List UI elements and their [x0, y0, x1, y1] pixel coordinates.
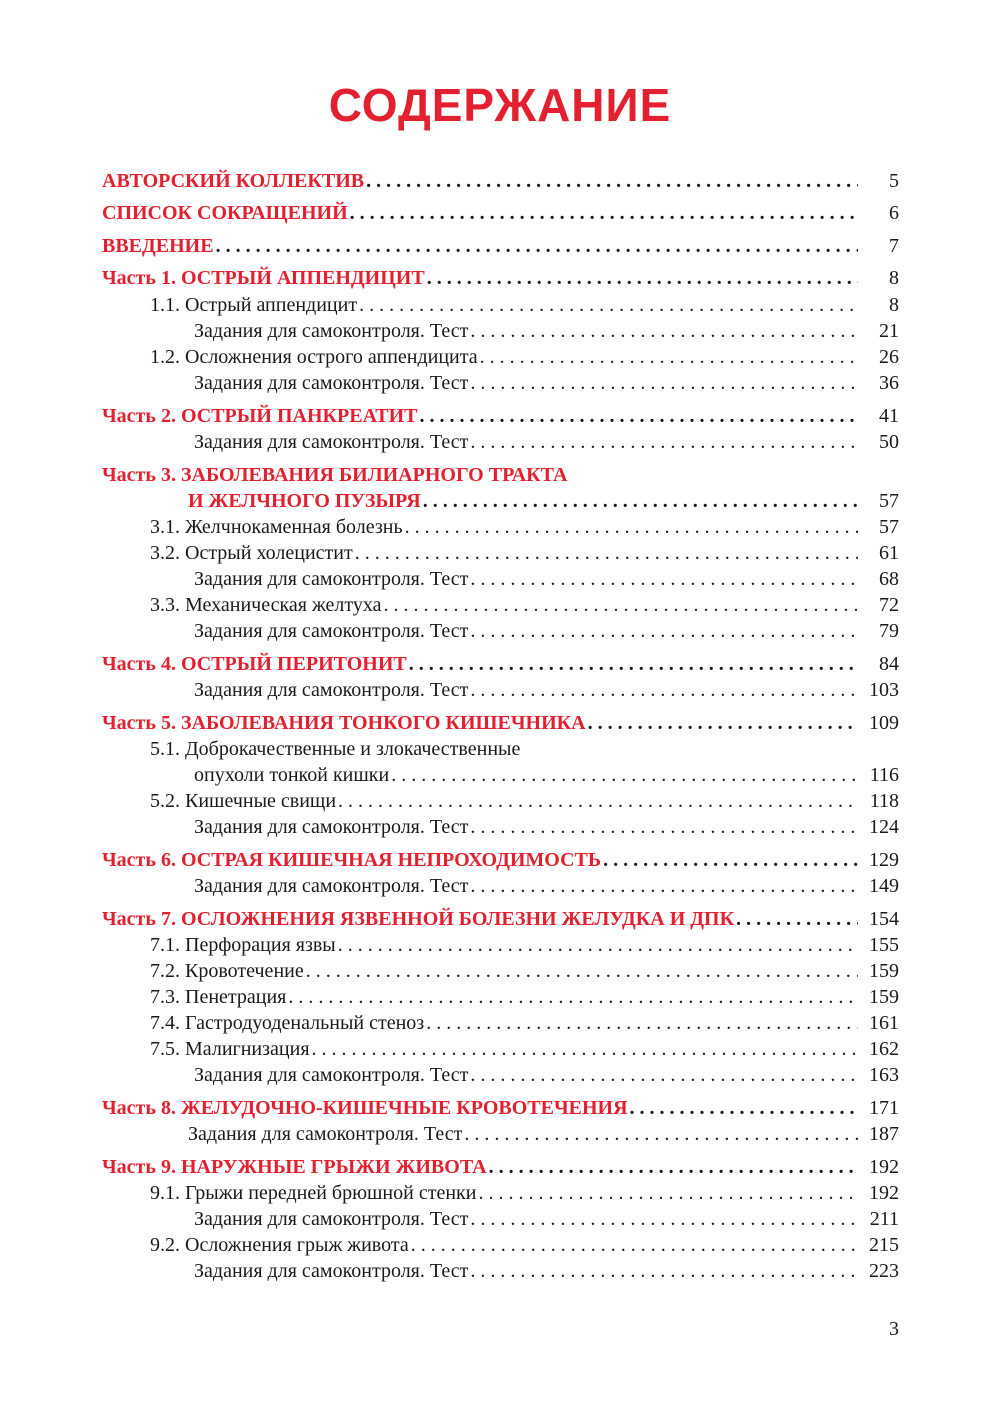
- toc-entry-label: ВВЕДЕНИЕ: [102, 235, 214, 257]
- toc-self-test[interactable]: [0, 429, 1000, 456]
- toc-page-number: 50: [879, 431, 899, 453]
- toc-part-number: Часть 4.: [102, 653, 176, 675]
- toc-section-7-5[interactable]: [0, 1036, 1000, 1063]
- toc-self-test[interactable]: [0, 370, 1000, 397]
- toc-page-number: 215: [869, 1234, 899, 1256]
- toc-entry-label: Кишечные свищи: [185, 790, 337, 812]
- toc-self-test[interactable]: [0, 873, 1000, 900]
- toc-entry-label: Задания для самоконтроля. Тест: [194, 1064, 469, 1086]
- page-number: 3: [889, 1318, 899, 1340]
- toc-entry-label: Задания для самоконтроля. Тест: [194, 620, 469, 642]
- toc-page-number: 118: [869, 790, 899, 812]
- toc-entry-label: Пенетрация: [185, 986, 287, 1008]
- page-title: СОДЕРЖАНИЕ: [328, 79, 672, 131]
- leader-dots: [470, 1206, 858, 1233]
- toc-part-number: Часть 8.: [102, 1097, 176, 1119]
- toc-page-number: 21: [879, 320, 899, 342]
- toc-page-number: 162: [869, 1038, 899, 1060]
- toc-section-1-2[interactable]: [0, 344, 1000, 371]
- leader-dots: [288, 984, 858, 1011]
- toc-entry-label: Задания для самоконтроля. Тест: [194, 679, 469, 701]
- toc-section-number: 3.3.: [150, 594, 180, 616]
- leader-dots: [470, 1258, 858, 1285]
- toc-part-3[interactable]: [0, 462, 1000, 489]
- leader-dots: [603, 847, 858, 874]
- toc-page-number: 159: [869, 986, 899, 1008]
- leader-dots: [478, 1180, 858, 1207]
- toc-section-3-3[interactable]: [0, 592, 1000, 619]
- toc-self-test[interactable]: [0, 814, 1000, 841]
- leader-dots: [355, 540, 858, 567]
- toc-entry-label-continuation: опухоли тонкой кишки: [194, 764, 390, 786]
- toc-part-4[interactable]: [0, 651, 1000, 678]
- toc-page-number: 154: [869, 908, 899, 930]
- toc-self-test[interactable]: [0, 1258, 1000, 1285]
- leader-dots: [470, 566, 858, 593]
- toc-entry-label: Задания для самоконтроля. Тест: [194, 372, 469, 394]
- toc-part-number: Часть 2.: [102, 405, 176, 427]
- toc-part-6[interactable]: [0, 847, 1000, 874]
- toc-section-5-2[interactable]: [0, 788, 1000, 815]
- toc-entry-label: Кровотечение: [185, 960, 304, 982]
- leader-dots: [312, 1036, 858, 1063]
- toc-section-7-4[interactable]: [0, 1010, 1000, 1037]
- toc-part-number: Часть 3.: [102, 464, 176, 486]
- toc-entry-label: Осложнения острого аппендицита: [185, 346, 478, 368]
- toc-self-test[interactable]: [0, 1062, 1000, 1089]
- toc-entry-label: Желчнокаменная болезнь: [185, 516, 403, 538]
- toc-page-number: 192: [869, 1182, 899, 1204]
- toc-entry-label: СПИСОК СОКРАЩЕНИЙ: [102, 202, 348, 224]
- leader-dots: [470, 677, 858, 704]
- toc-entry-label: Задания для самоконтроля. Тест: [194, 568, 469, 590]
- toc-entry-label: ОСТРЫЙ ПАНКРЕАТИТ: [180, 405, 418, 427]
- toc-page-number: 61: [879, 542, 899, 564]
- toc-self-test[interactable]: [0, 566, 1000, 593]
- toc-section-number: 7.4.: [150, 1012, 180, 1034]
- toc-page-number: 84: [879, 653, 899, 675]
- toc-section-9-2[interactable]: [0, 1232, 1000, 1259]
- toc-part-8[interactable]: [0, 1095, 1000, 1122]
- toc-section-7-1[interactable]: [0, 932, 1000, 959]
- toc-entry-label: Острый холецистит: [185, 542, 353, 564]
- toc-page-number: 57: [879, 490, 899, 512]
- leader-dots: [423, 488, 858, 515]
- toc-entry-label: Задания для самоконтроля. Тест: [194, 875, 469, 897]
- toc-section-7-3[interactable]: [0, 984, 1000, 1011]
- toc-entry-label: ОСЛОЖНЕНИЯ ЯЗВЕННОЙ БОЛЕЗНИ ЖЕЛУДКА И ДПК: [180, 908, 735, 930]
- toc-section-number: 3.2.: [150, 542, 180, 564]
- toc-page-number: 8: [889, 267, 899, 289]
- leader-dots: [426, 1010, 858, 1037]
- leader-dots: [338, 788, 858, 815]
- toc-section-1-1[interactable]: [0, 292, 1000, 319]
- toc-part-3-continuation[interactable]: [0, 488, 1000, 515]
- toc-entry-label: Осложнения грыж живота: [185, 1234, 409, 1256]
- toc-section-number: 3.1.: [150, 516, 180, 538]
- leader-dots: [366, 168, 858, 195]
- toc-entry-label: ЖЕЛУДОЧНО-КИШЕЧНЫЕ КРОВОТЕЧЕНИЯ: [180, 1097, 628, 1119]
- leader-dots: [411, 1232, 858, 1259]
- toc-page-number: 223: [869, 1260, 899, 1282]
- toc-page-number: 26: [879, 346, 899, 368]
- toc-section-number: 1.1.: [150, 294, 180, 316]
- leader-dots: [489, 1154, 858, 1181]
- toc-part-1[interactable]: [0, 265, 1000, 292]
- toc-entry-label: ОСТРЫЙ ПЕРИТОНИТ: [180, 653, 407, 675]
- leader-dots: [630, 1095, 858, 1122]
- toc-page-number: 129: [869, 849, 899, 871]
- leader-dots: [480, 344, 858, 371]
- toc-entry-label: ОСТРЫЙ АППЕНДИЦИТ: [180, 267, 425, 289]
- toc-part-5[interactable]: [0, 710, 1000, 737]
- toc-part-number: Часть 1.: [102, 267, 176, 289]
- leader-dots: [405, 514, 858, 541]
- toc-page-number: 5: [889, 170, 899, 192]
- toc-self-test[interactable]: [0, 1121, 1000, 1148]
- toc-part-number: Часть 9.: [102, 1156, 176, 1178]
- toc-part-number: Часть 7.: [102, 908, 176, 930]
- toc-entry-label: Задания для самоконтроля. Тест: [194, 1260, 469, 1282]
- leader-dots: [470, 873, 858, 900]
- toc-entry-introduction[interactable]: [0, 233, 1000, 260]
- toc-part-9[interactable]: [0, 1154, 1000, 1181]
- toc-page-number: 163: [869, 1064, 899, 1086]
- toc-entry-label: Задания для самоконтроля. Тест: [194, 320, 469, 342]
- toc-page-number: 192: [869, 1156, 899, 1178]
- toc-page-number: 211: [869, 1208, 899, 1230]
- toc-section-number: 9.2.: [150, 1234, 180, 1256]
- toc-entry-label: ОСТРАЯ КИШЕЧНАЯ НЕПРОХОДИМОСТЬ: [180, 849, 602, 871]
- toc-section-5-1[interactable]: [0, 736, 1000, 763]
- toc-section-3-1[interactable]: [0, 514, 1000, 541]
- toc-section-number: 5.1.: [150, 738, 180, 760]
- toc-section-9-1[interactable]: [0, 1180, 1000, 1207]
- toc-section-number: 1.2.: [150, 346, 180, 368]
- leader-dots: [470, 814, 858, 841]
- toc-page-number: 103: [869, 679, 899, 701]
- leader-dots: [470, 429, 858, 456]
- toc-part-number: Часть 6.: [102, 849, 176, 871]
- toc-entry-label: ЗАБОЛЕВАНИЯ БИЛИАРНОГО ТРАКТА: [180, 464, 568, 486]
- toc-entry-label: Перфорация язвы: [185, 934, 336, 956]
- toc-entry-label-continuation: И ЖЕЛЧНОГО ПУЗЫРЯ: [188, 490, 421, 512]
- toc-page-number: 6: [889, 202, 899, 224]
- toc-page-number: 161: [869, 1012, 899, 1034]
- toc-entry-label: НАРУЖНЫЕ ГРЫЖИ ЖИВОТА: [180, 1156, 487, 1178]
- toc-page-number: 57: [879, 516, 899, 538]
- leader-dots: [350, 200, 858, 227]
- toc-page-number: 36: [879, 372, 899, 394]
- toc-entry-label: Доброкачественные и злокачественные: [185, 738, 521, 760]
- leader-dots: [470, 618, 858, 645]
- toc-entry-authors[interactable]: [0, 168, 1000, 195]
- toc-section-number: 7.1.: [150, 934, 180, 956]
- toc-page-number: 7: [889, 235, 899, 257]
- leader-dots: [359, 292, 858, 319]
- toc-section-number: 7.2.: [150, 960, 180, 982]
- leader-dots: [420, 403, 858, 430]
- leader-dots: [306, 958, 858, 985]
- toc-self-test[interactable]: [0, 677, 1000, 704]
- toc-page-number: 171: [869, 1097, 899, 1119]
- toc-page-number: 124: [869, 816, 899, 838]
- toc-entry-label: Гастродуоденальный стеноз: [185, 1012, 425, 1034]
- toc-entry-label: Острый аппендицит: [185, 294, 358, 316]
- toc-entry-label: Механическая желтуха: [185, 594, 382, 616]
- toc-page-number: 159: [869, 960, 899, 982]
- leader-dots: [427, 265, 858, 292]
- toc-entry-label: Малигнизация: [185, 1038, 310, 1060]
- toc-section-number: 5.2.: [150, 790, 180, 812]
- toc-entry-label: Задания для самоконтроля. Тест: [194, 1208, 469, 1230]
- toc-self-test[interactable]: [0, 618, 1000, 645]
- toc-section-number: 7.3.: [150, 986, 180, 1008]
- toc-page-number: 68: [879, 568, 899, 590]
- toc-section-3-2[interactable]: [0, 540, 1000, 567]
- toc-self-test[interactable]: [0, 1206, 1000, 1233]
- leader-dots: [391, 762, 858, 789]
- leader-dots: [470, 318, 858, 345]
- leader-dots: [383, 592, 858, 619]
- toc-page-number: 41: [879, 405, 899, 427]
- toc-entry-label: Задания для самоконтроля. Тест: [194, 431, 469, 453]
- leader-dots: [736, 906, 858, 933]
- toc-section-7-2[interactable]: [0, 958, 1000, 985]
- toc-section-number: 7.5.: [150, 1038, 180, 1060]
- toc-page-number: 8: [889, 294, 899, 316]
- toc-section-number: 9.1.: [150, 1182, 180, 1204]
- toc-section-5-1-continuation[interactable]: [0, 762, 1000, 789]
- leader-dots: [588, 710, 858, 737]
- leader-dots: [409, 651, 858, 678]
- toc-entry-label: Задания для самоконтроля. Тест: [188, 1123, 463, 1145]
- toc-self-test[interactable]: [0, 318, 1000, 345]
- toc-page-number: 116: [869, 764, 899, 786]
- leader-dots: [216, 233, 858, 260]
- toc-page-number: 72: [879, 594, 899, 616]
- toc-page-number: 79: [879, 620, 899, 642]
- toc-entry-label: Грыжи передней брюшной стенки: [185, 1182, 477, 1204]
- leader-dots: [470, 1062, 858, 1089]
- leader-dots: [338, 932, 858, 959]
- toc-entry-abbreviations[interactable]: [0, 200, 1000, 227]
- toc-page-number: 109: [869, 712, 899, 734]
- toc-page-number: 155: [869, 934, 899, 956]
- toc-entry-label: ЗАБОЛЕВАНИЯ ТОНКОГО КИШЕЧНИКА: [180, 712, 586, 734]
- leader-dots: [464, 1121, 858, 1148]
- toc-page-number: 187: [869, 1123, 899, 1145]
- toc-entry-label: АВТОРСКИЙ КОЛЛЕКТИВ: [102, 170, 365, 192]
- toc-page-number: 149: [869, 875, 899, 897]
- toc-entry-label: Задания для самоконтроля. Тест: [194, 816, 469, 838]
- leader-dots: [470, 370, 858, 397]
- toc-part-2[interactable]: [0, 403, 1000, 430]
- toc-part-7[interactable]: [0, 906, 1000, 933]
- toc-part-number: Часть 5.: [102, 712, 176, 734]
